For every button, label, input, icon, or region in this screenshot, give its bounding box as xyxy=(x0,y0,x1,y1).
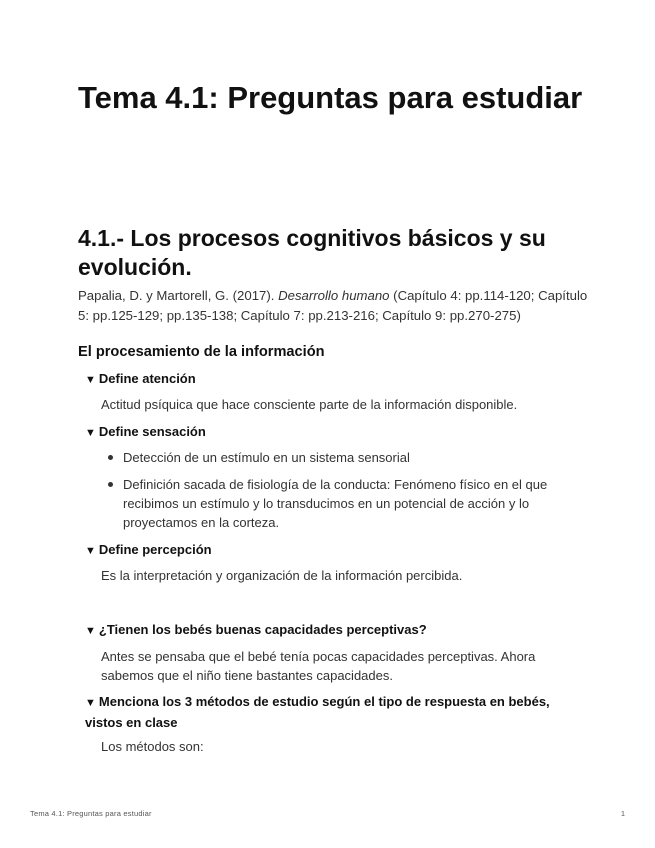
toggle-define-sensacion[interactable] xyxy=(85,422,565,443)
toggle-metodos-estudio[interactable] xyxy=(85,692,555,732)
section-title: 4.1.- Los procesos cognitivos básicos y su evolución. xyxy=(78,225,546,280)
toggle-arrow-icon[interactable]: ▼ xyxy=(85,697,96,709)
list-item-text: Detección de un estímulo en un sistema sensorial xyxy=(123,450,410,465)
footer-title: Tema 4.1: Preguntas para estudiar xyxy=(30,809,152,818)
toggle-question: Menciona los 3 métodos de estudio según el tipo de respuesta en bebés, vistos en clase xyxy=(85,694,550,730)
toggle-capacidades-perceptivas[interactable] xyxy=(85,620,565,641)
toggle-question: Define sensación xyxy=(98,424,206,439)
list-item-text: Definición sacada de fisiología de la conducta: Fenómeno físico en el que recibimos un estímulo y lo transducimos en un potencial de acción y lo proyectamos en la corteza. xyxy=(123,477,548,530)
bullet-list xyxy=(101,448,551,532)
bullet-dot-icon xyxy=(108,482,113,487)
bullet-dot-icon xyxy=(108,455,113,460)
reference-pages: (Capítulo 4: pp.114-120; Capítulo 5: pp.125-129; pp.135-138; Capítulo 7: pp.213-216; Capítulo 9: pp.270-275) xyxy=(78,288,588,323)
toggle-arrow-icon[interactable]: ▼ xyxy=(85,545,96,557)
page-number: 1 xyxy=(620,809,625,818)
reference-book-title: Desarrollo humano xyxy=(278,288,390,303)
page-title: Tema 4.1: Preguntas para estudiar xyxy=(78,80,583,115)
toggle-define-percepcion[interactable] xyxy=(85,540,565,561)
toggle-answer: Es la interpretación y organización de la información percibida. xyxy=(101,568,463,583)
list-item xyxy=(101,448,551,467)
reference-citation xyxy=(78,286,598,326)
toggle-arrow-icon[interactable]: ▼ xyxy=(85,374,96,386)
toggle-answer: Antes se pensaba que el bebé tenía pocas capacidades perceptivas. Ahora sabemos que el niño tiene bastantes capacidades. xyxy=(101,649,536,683)
toggle-arrow-icon[interactable]: ▼ xyxy=(85,625,96,637)
toggle-arrow-icon[interactable]: ▼ xyxy=(85,427,96,439)
toggle-question: Define percepción xyxy=(98,542,212,557)
toggle-answer: Los métodos son: xyxy=(101,739,204,754)
toggle-question: Define atención xyxy=(98,371,196,386)
toggle-answer: Actitud psíquica que hace consciente parte de la información disponible. xyxy=(101,397,518,412)
toggle-define-atencion[interactable] xyxy=(85,369,565,390)
reference-authors: Papalia, D. y Martorell, G. (2017). xyxy=(78,288,279,303)
subsection-title: El procesamiento de la información xyxy=(78,344,325,360)
toggle-question: ¿Tienen los bebés buenas capacidades perceptivas? xyxy=(98,622,427,637)
list-item xyxy=(101,475,551,532)
